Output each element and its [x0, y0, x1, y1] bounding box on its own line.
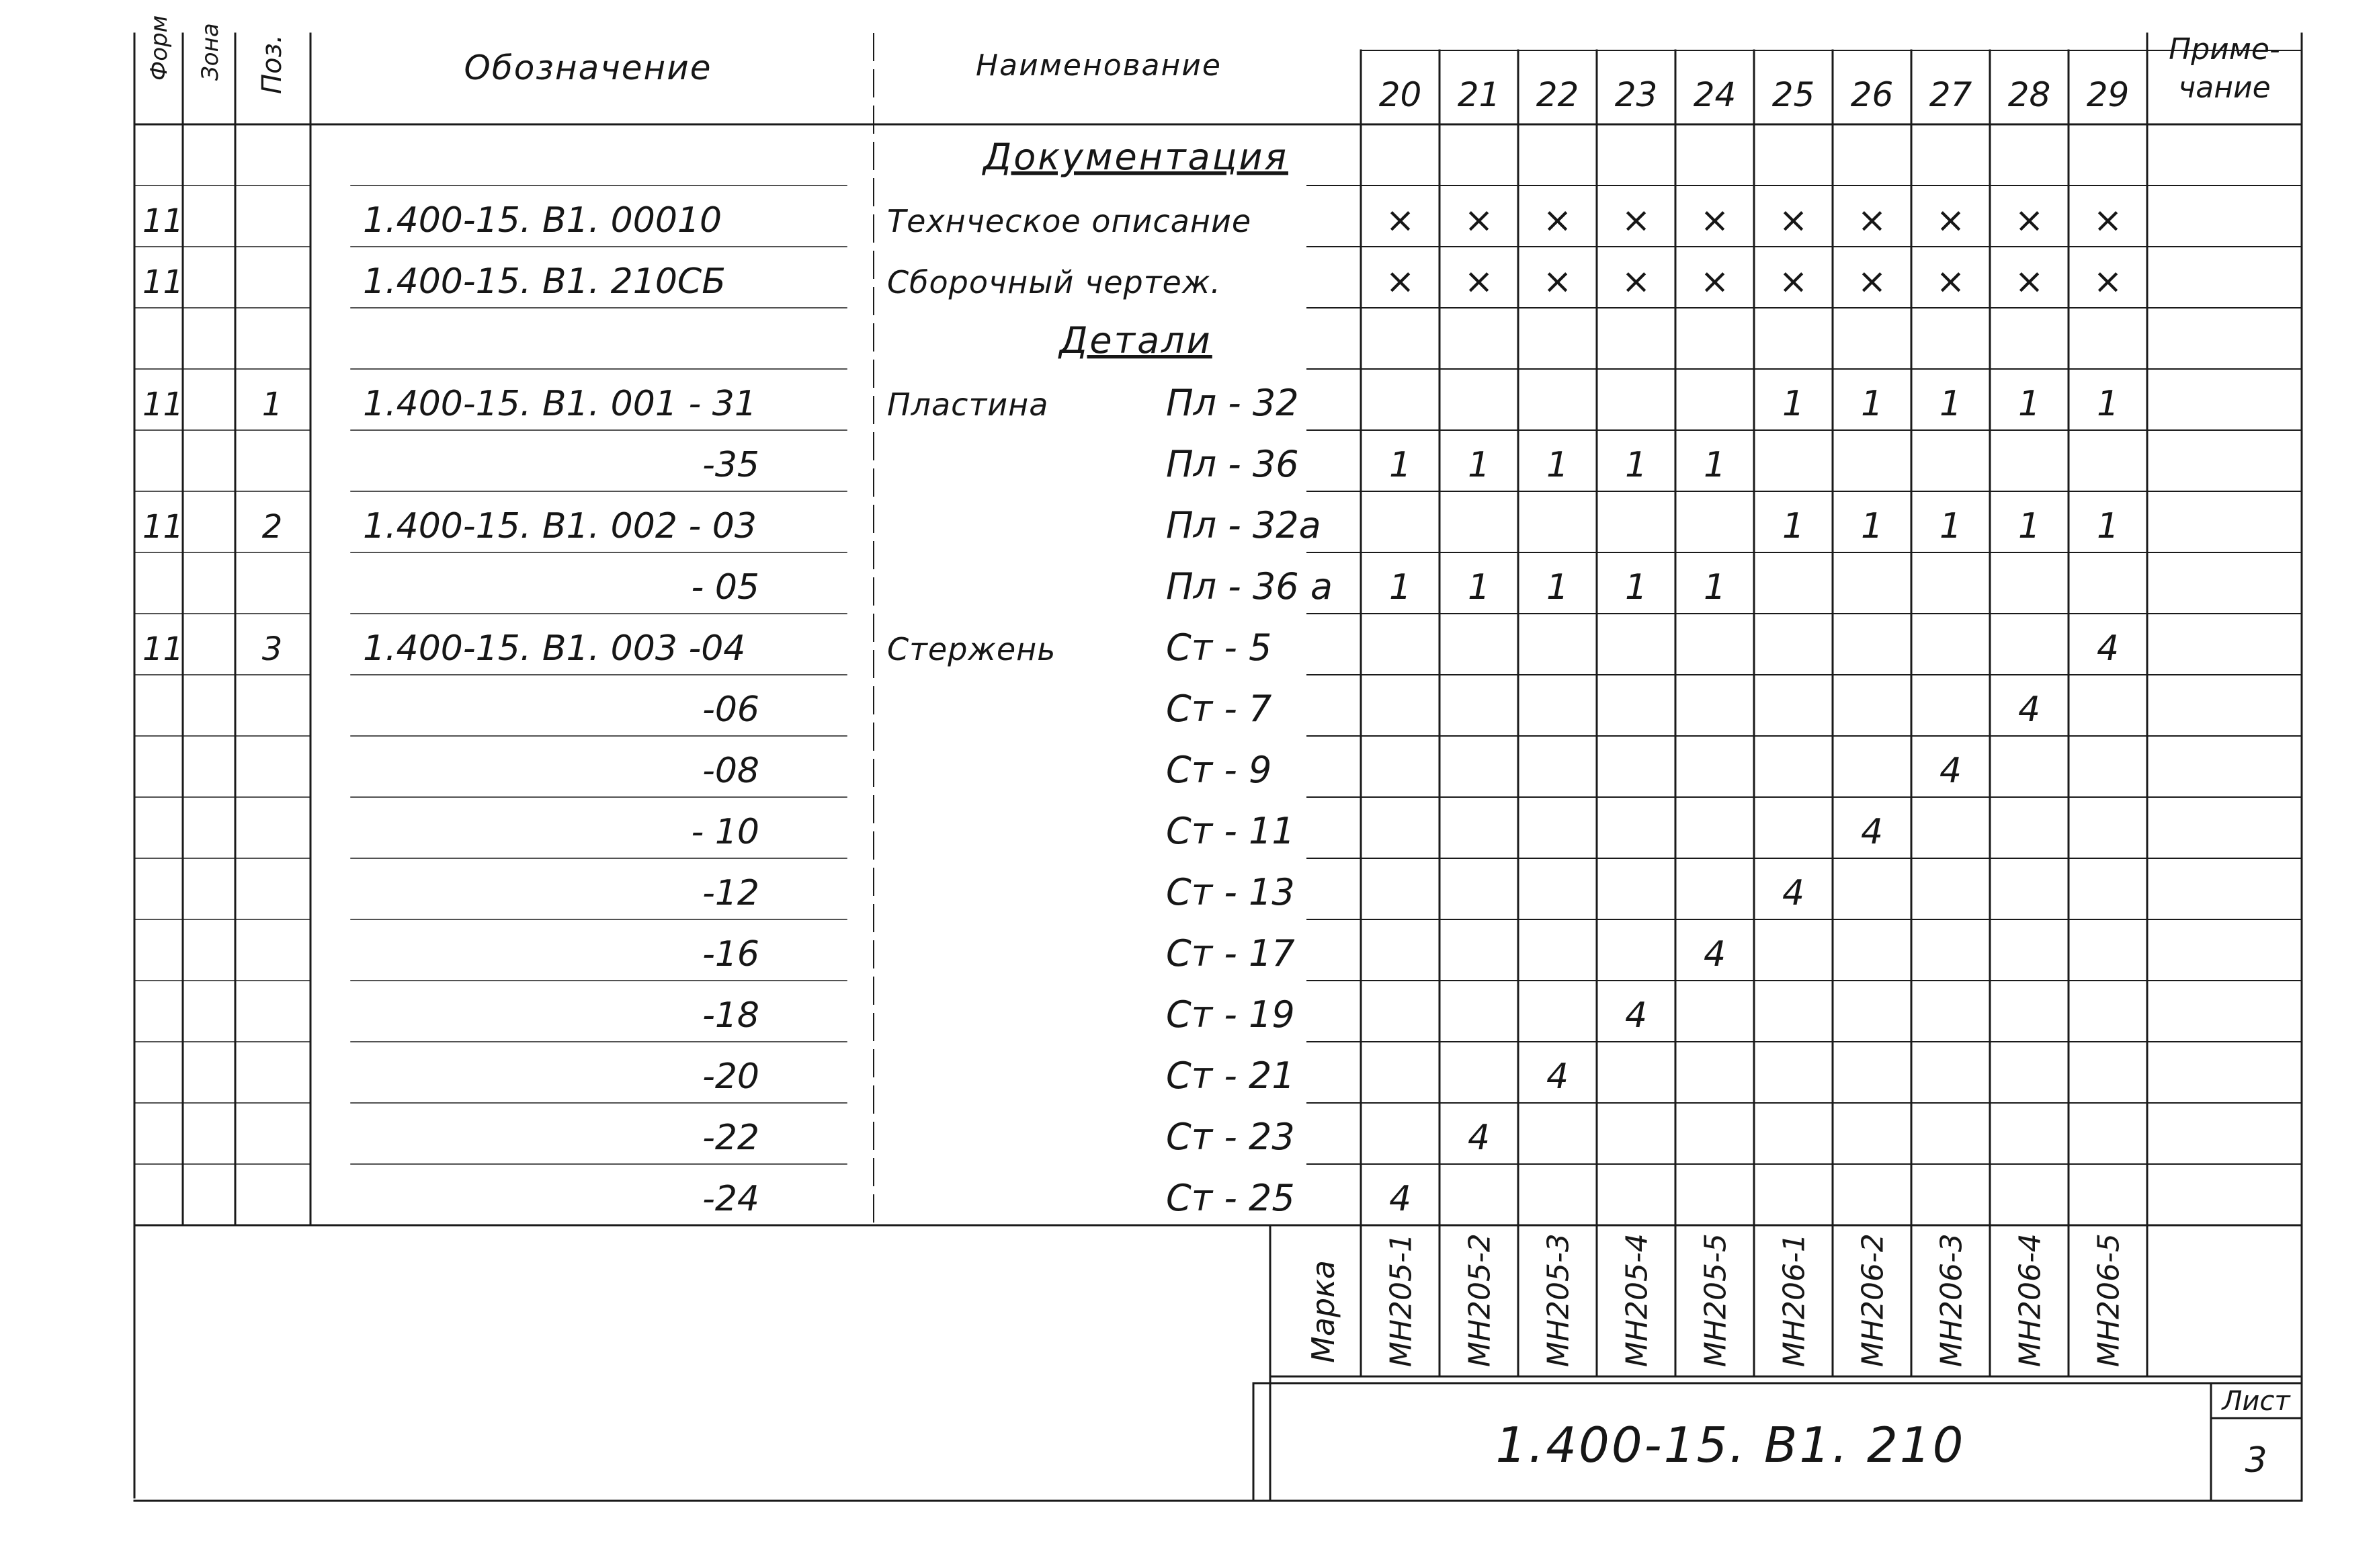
- row-mark: Ст - 9: [1166, 749, 1272, 791]
- row-cell-22: ×: [1542, 261, 1573, 302]
- row-cell-23: 1: [1624, 567, 1648, 608]
- row-cell-26: 1: [1860, 384, 1884, 424]
- row-cell-29: ×: [2093, 261, 2123, 302]
- row-designation: 1.400-15. В1. 003 -04: [363, 628, 746, 669]
- header-format: Форм: [146, 15, 173, 81]
- mark-МН205-5: МН205-5: [1698, 1233, 1733, 1367]
- row-designation: - 10: [691, 812, 759, 852]
- row-cell-22: 1: [1546, 567, 1569, 608]
- row-cell-28: ×: [2014, 200, 2044, 241]
- table-header: [146, 15, 2280, 114]
- header-name: Наименование: [976, 48, 1222, 83]
- mark-МН206-3: МН206-3: [1934, 1233, 1969, 1367]
- row-format: 11: [142, 630, 184, 668]
- row-cell-20: 4: [1388, 1179, 1412, 1219]
- row-mark: Ст - 17: [1166, 932, 1295, 975]
- mark-МН205-3: МН205-3: [1541, 1233, 1576, 1367]
- row-cell-29: 4: [2096, 628, 2120, 669]
- variant-col-21: 21: [1457, 75, 1501, 114]
- table-row: [142, 504, 2119, 546]
- document-code: 1.400-15. В1. 210: [1495, 1417, 1966, 1473]
- row-cell-24: 4: [1703, 934, 1726, 975]
- row-cell-20: ×: [1385, 261, 1415, 302]
- table-row: [702, 993, 1647, 1036]
- row-designation: -18: [702, 995, 759, 1036]
- row-designation: - 05: [691, 567, 759, 608]
- row-cell-27: 1: [1939, 506, 1962, 546]
- row-designation: -35: [702, 445, 759, 485]
- table-row: [142, 200, 2122, 241]
- variant-col-28: 28: [2007, 75, 2051, 114]
- variant-col-26: 26: [1850, 75, 1894, 114]
- row-cell-25: 1: [1782, 384, 1805, 424]
- row-cell-26: ×: [1857, 200, 1887, 241]
- table-row: [702, 1116, 1490, 1158]
- row-cell-28: 4: [2017, 690, 2041, 730]
- row-cell-26: 4: [1860, 812, 1884, 852]
- row-cell-27: ×: [1935, 200, 1966, 241]
- variant-col-22: 22: [1536, 75, 1579, 114]
- row-cell-26: ×: [1857, 261, 1887, 302]
- table-row: [702, 1177, 1411, 1219]
- variant-col-25: 25: [1771, 75, 1815, 114]
- row-mark: Ст - 23: [1166, 1116, 1295, 1158]
- row-cell-21: ×: [1464, 261, 1494, 302]
- row-mark: Ст - 5: [1166, 626, 1272, 669]
- row-cell-27: 1: [1939, 384, 1962, 424]
- row-cell-28: 1: [2017, 506, 2041, 546]
- table-row: [702, 749, 1962, 791]
- row-cell-24: 1: [1703, 445, 1726, 485]
- row-cell-21: 1: [1467, 445, 1491, 485]
- row-cell-24: ×: [1700, 200, 1730, 241]
- table-row: [702, 688, 2040, 730]
- row-cell-21: 1: [1467, 567, 1491, 608]
- row-cell-28: 1: [2017, 384, 2041, 424]
- row-cell-23: ×: [1621, 261, 1651, 302]
- row-cell-26: 1: [1860, 506, 1884, 546]
- row-designation: -08: [702, 751, 759, 791]
- row-designation: -20: [702, 1057, 759, 1097]
- row-cell-22: ×: [1542, 200, 1573, 241]
- row-designation: 1.400-15. В1. 00010: [363, 200, 722, 241]
- header-zone: Зона: [197, 23, 224, 81]
- row-name: Пластина: [887, 386, 1049, 423]
- sheet-label: Лист: [2222, 1386, 2290, 1417]
- table-row: [692, 565, 1726, 608]
- row-cell-21: ×: [1464, 200, 1494, 241]
- row-name: Сборочный чертеж.: [887, 264, 1221, 300]
- row-designation: 1.400-15. В1. 001 - 31: [363, 384, 757, 424]
- row-mark: Ст - 19: [1166, 993, 1295, 1036]
- row-designation: -24: [702, 1179, 759, 1219]
- row-mark: Пл - 36: [1166, 443, 1299, 485]
- row-cell-29: ×: [2093, 200, 2123, 241]
- row-cell-29: 1: [2096, 384, 2120, 424]
- row-cell-22: 4: [1546, 1057, 1569, 1097]
- row-cell-20: 1: [1388, 567, 1412, 608]
- row-cell-25: ×: [1778, 200, 1808, 241]
- title-block: [1253, 1383, 2302, 1501]
- row-designation: -12: [702, 873, 759, 913]
- row-cell-23: ×: [1621, 200, 1651, 241]
- header-designation: Обозначение: [464, 48, 712, 87]
- row-mark: Пл - 32а: [1166, 504, 1321, 546]
- table-body: [142, 136, 2122, 1219]
- mark-МН205-1: МН205-1: [1384, 1233, 1419, 1367]
- row-cell-20: ×: [1385, 200, 1415, 241]
- row-cell-25: ×: [1778, 261, 1808, 302]
- marks-label: Марка: [1305, 1260, 1341, 1363]
- table-row: [142, 261, 2122, 302]
- row-name: Стержень: [887, 631, 1056, 667]
- row-pos: 2: [261, 508, 283, 546]
- variant-col-23: 23: [1614, 75, 1658, 114]
- row-designation: 1.400-15. В1. 002 - 03: [363, 506, 757, 546]
- row-cell-22: 1: [1546, 445, 1569, 485]
- row-cell-25: 1: [1782, 506, 1805, 546]
- sheet-number: 3: [2245, 1440, 2267, 1481]
- header-note-line1: Приме-: [2169, 32, 2280, 67]
- row-mark: Ст - 25: [1166, 1177, 1295, 1219]
- row-mark: Пл - 32: [1166, 382, 1299, 424]
- table-row: [142, 626, 2119, 669]
- row-mark: Ст - 21: [1166, 1055, 1295, 1097]
- table-row: [692, 810, 1884, 852]
- variant-col-27: 27: [1929, 75, 1972, 114]
- row-format: 11: [142, 508, 184, 546]
- section-heading: Документация: [983, 136, 1288, 178]
- row-format: 11: [142, 386, 184, 423]
- row-pos: 3: [261, 630, 283, 668]
- header-note-line2: чание: [2178, 71, 2271, 105]
- row-mark: Ст - 7: [1166, 688, 1272, 730]
- section-heading: Детали: [1059, 319, 1212, 362]
- row-mark: Пл - 36 а: [1166, 565, 1333, 608]
- row-cell-21: 4: [1467, 1118, 1491, 1158]
- row-pos: 1: [261, 386, 283, 423]
- table-row: [982, 136, 1288, 178]
- row-format: 11: [142, 263, 184, 301]
- row-designation: -06: [702, 690, 759, 730]
- variant-col-20: 20: [1378, 75, 1422, 114]
- row-cell-27: ×: [1935, 261, 1966, 302]
- table-row: [142, 382, 2119, 424]
- table-row: [702, 443, 1726, 485]
- row-cell-20: 1: [1388, 445, 1412, 485]
- header-pos: Поз.: [257, 34, 288, 94]
- row-cell-29: 1: [2096, 506, 2120, 546]
- row-cell-28: ×: [2014, 261, 2044, 302]
- mark-МН206-5: МН206-5: [2091, 1233, 2126, 1367]
- row-designation: -16: [702, 934, 759, 975]
- table-row: [702, 871, 1804, 913]
- marks-row: [1305, 1233, 2126, 1367]
- mark-МН206-4: МН206-4: [2013, 1233, 2048, 1367]
- row-name: Технческое описание: [887, 203, 1252, 239]
- row-format: 11: [142, 202, 184, 240]
- table-row: [1058, 319, 1212, 362]
- row-designation: 1.400-15. В1. 210СБ: [363, 261, 726, 302]
- variant-col-24: 24: [1693, 75, 1737, 114]
- mark-МН206-1: МН206-1: [1777, 1233, 1812, 1367]
- mark-МН206-2: МН206-2: [1855, 1233, 1890, 1367]
- row-cell-24: ×: [1700, 261, 1730, 302]
- row-cell-24: 1: [1703, 567, 1726, 608]
- mark-МН205-4: МН205-4: [1620, 1233, 1655, 1367]
- row-mark: Ст - 11: [1166, 810, 1295, 852]
- row-designation: -22: [702, 1118, 759, 1158]
- table-row: [702, 932, 1726, 975]
- variant-col-29: 29: [2086, 75, 2130, 114]
- row-cell-23: 1: [1624, 445, 1648, 485]
- row-cell-25: 4: [1782, 873, 1805, 913]
- row-cell-23: 4: [1624, 995, 1648, 1036]
- row-mark: Ст - 13: [1166, 871, 1295, 913]
- row-cell-27: 4: [1939, 751, 1962, 791]
- mark-МН205-2: МН205-2: [1462, 1233, 1497, 1367]
